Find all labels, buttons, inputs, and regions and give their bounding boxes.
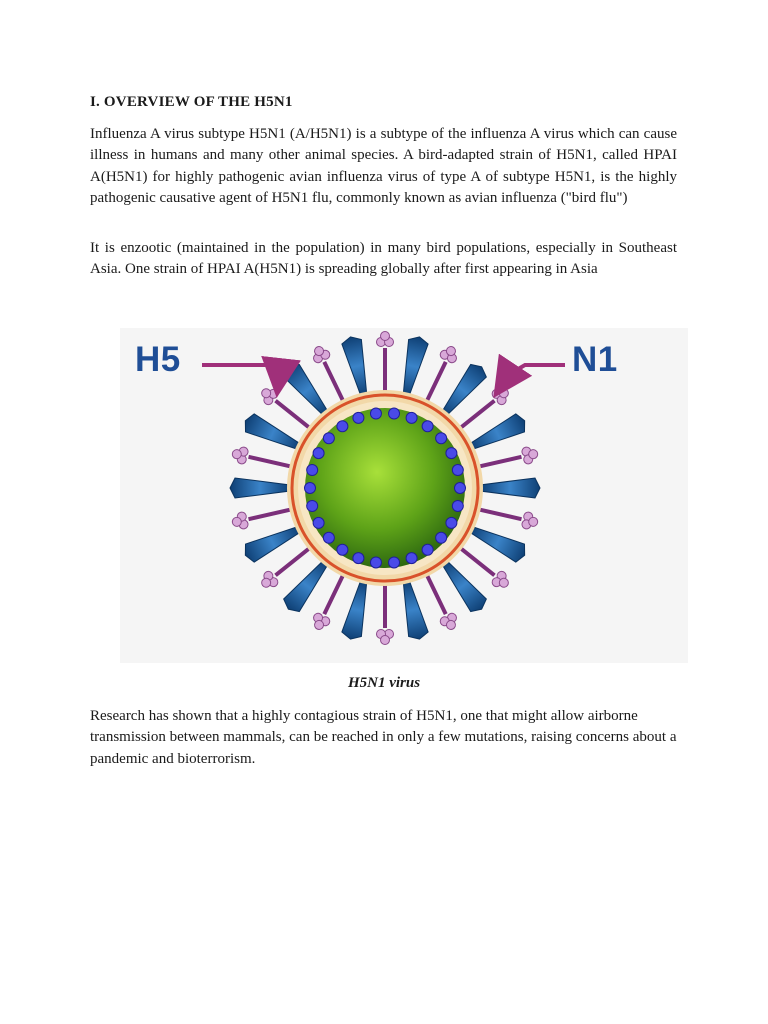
ribonucleoprotein-bead <box>370 408 381 419</box>
hemagglutinin-spike <box>241 412 304 456</box>
paragraph-enzootic: It is enzootic (maintained in the population) in many bird populations, especially in Southeast Asia. One strain of HPAI A(H5N1) is spreading globally after first appearing in Asia <box>90 240 677 278</box>
hemagglutinin-spike <box>466 520 529 564</box>
n1-arrow <box>500 365 565 388</box>
neuraminidase-spike <box>476 445 540 475</box>
neuraminidase-spike <box>377 332 394 394</box>
ribonucleoprotein-bead <box>406 553 417 564</box>
ribonucleoprotein-bead <box>353 553 364 564</box>
virus-figure <box>120 328 688 663</box>
hemagglutinin-spike <box>341 335 374 398</box>
ribonucleoprotein-bead <box>452 500 463 511</box>
ribonucleoprotein-bead <box>446 517 457 528</box>
paragraph-research: Research has shown that a highly contagious strain of H5N1, one that might allow airborne transmission between mammals, can be reached in only a few mutations, raising concerns about a pandemic and bioterrorism. <box>90 708 677 767</box>
ribonucleoprotein-bead <box>389 408 400 419</box>
hemagglutinin-spike <box>396 335 429 398</box>
hemagglutinin-spike <box>396 578 429 641</box>
ribonucleoprotein-bead <box>337 544 348 555</box>
hemagglutinin-spike <box>230 478 290 498</box>
section-heading: I. OVERVIEW OF THE H5N1 <box>90 94 293 110</box>
ribonucleoprotein-bead <box>370 557 381 568</box>
neuraminidase-spike <box>377 583 394 645</box>
hemagglutinin-spike <box>480 478 540 498</box>
ribonucleoprotein-bead <box>337 421 348 432</box>
ribonucleoprotein-bead <box>446 448 457 459</box>
ribonucleoprotein-bead <box>323 433 334 444</box>
hemagglutinin-spike <box>466 412 529 456</box>
ribonucleoprotein-bead <box>307 500 318 511</box>
ribonucleoprotein-bead <box>406 412 417 423</box>
ribonucleoprotein-bead <box>422 544 433 555</box>
ribonucleoprotein-bead <box>436 532 447 543</box>
ribonucleoprotein-bead <box>389 557 400 568</box>
ribonucleoprotein-bead <box>455 483 466 494</box>
figure-caption: H5N1 virus <box>347 675 421 691</box>
neuraminidase-spike <box>231 445 295 475</box>
ribonucleoprotein-bead <box>307 465 318 476</box>
neuraminidase-spike <box>476 501 540 531</box>
virus-core <box>305 408 465 568</box>
ribonucleoprotein-bead <box>313 448 324 459</box>
ribonucleoprotein-bead <box>436 433 447 444</box>
ribonucleoprotein-bead <box>452 465 463 476</box>
ribonucleoprotein-bead <box>422 421 433 432</box>
h5-label: H5 <box>135 340 181 379</box>
ribonucleoprotein-bead <box>323 532 334 543</box>
hemagglutinin-spike <box>341 578 374 641</box>
ribonucleoprotein-bead <box>353 412 364 423</box>
paragraph-intro: Influenza A virus subtype H5N1 (A/H5N1) is a subtype of the influenza A virus which can cause illness in humans and many other animal species. A bird-adapted strain of H5N1, called HPAI A(H5N1) for highly pathogenic avian influenza virus of type A of subtype H5N1, is the highly pathogenic causative agent of H5N1 flu, commonly known as avian influenza ("bird flu") <box>90 126 677 207</box>
ribonucleoprotein-bead <box>313 517 324 528</box>
h5-arrow <box>202 365 278 386</box>
hemagglutinin-spike <box>241 520 304 564</box>
n1-label: N1 <box>572 340 618 379</box>
neuraminidase-spike <box>231 501 295 531</box>
ribonucleoprotein-bead <box>305 483 316 494</box>
